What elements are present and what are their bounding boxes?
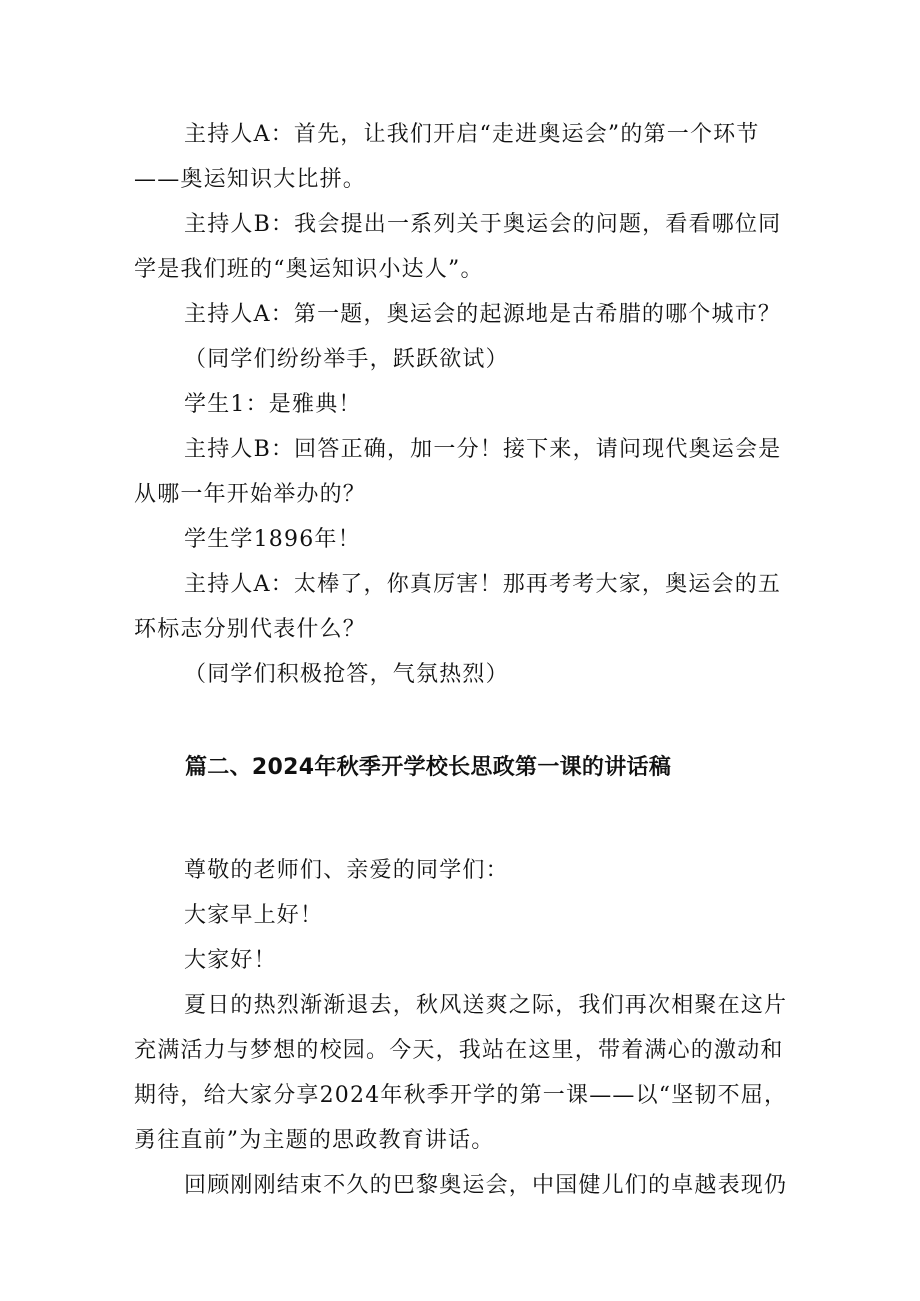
speech-opening-paragraph: 夏日的热烈渐渐退去，秋风送爽之际，我们再次相聚在这片充满活力与梦想的校园。今天，我站在这里，带着满心的激动和期待，给大家分享2024年秋季开学的第一课——以“坚韧不屈，勇往直前”为主题的思政教育讲话。 (134, 993, 788, 1153)
student-1-answer: 学生1：是雅典！ (184, 392, 362, 417)
host-a-intro-paragraph: 主持人A：首先，让我们开启“走进奥运会”的第一个环节——奥运知识大比拼。 (134, 122, 760, 192)
host-a-third-question: 主持人A：太棒了，你真厉害！那再考考大家，奥运会的五环标志分别代表什么？ (134, 572, 782, 642)
section-two-heading: 篇二、2024年秋季开学校长思政第一课的讲话稿 (185, 755, 672, 780)
stage-direction-raise-hands: （同学们纷纷举手，跃跃欲试） (184, 347, 509, 372)
greeting-hello: 大家好！ (184, 948, 277, 973)
greeting-good-morning: 大家早上好！ (184, 903, 324, 928)
student-answer-year: 学生学1896年！ (184, 527, 361, 552)
greeting-salutation: 尊敬的老师们、亲爱的同学们： (184, 858, 509, 883)
host-a-first-question: 主持人A：第一题，奥运会的起源地是古希腊的哪个城市？ (184, 302, 782, 327)
host-b-question-paragraph: 主持人B：我会提出一系列关于奥运会的问题，看看哪位同学是我们班的“奥运知识小达人”。 (134, 212, 782, 282)
speech-olympics-paragraph: 回顾刚刚结束不久的巴黎奥运会，中国健儿们的卓越表现仍 (184, 1173, 788, 1198)
host-b-second-question: 主持人B：回答正确，加一分！接下来，请问现代奥运会是从哪一年开始举办的？ (134, 437, 782, 507)
stage-direction-lively: （同学们积极抢答，气氛热烈） (184, 662, 509, 687)
